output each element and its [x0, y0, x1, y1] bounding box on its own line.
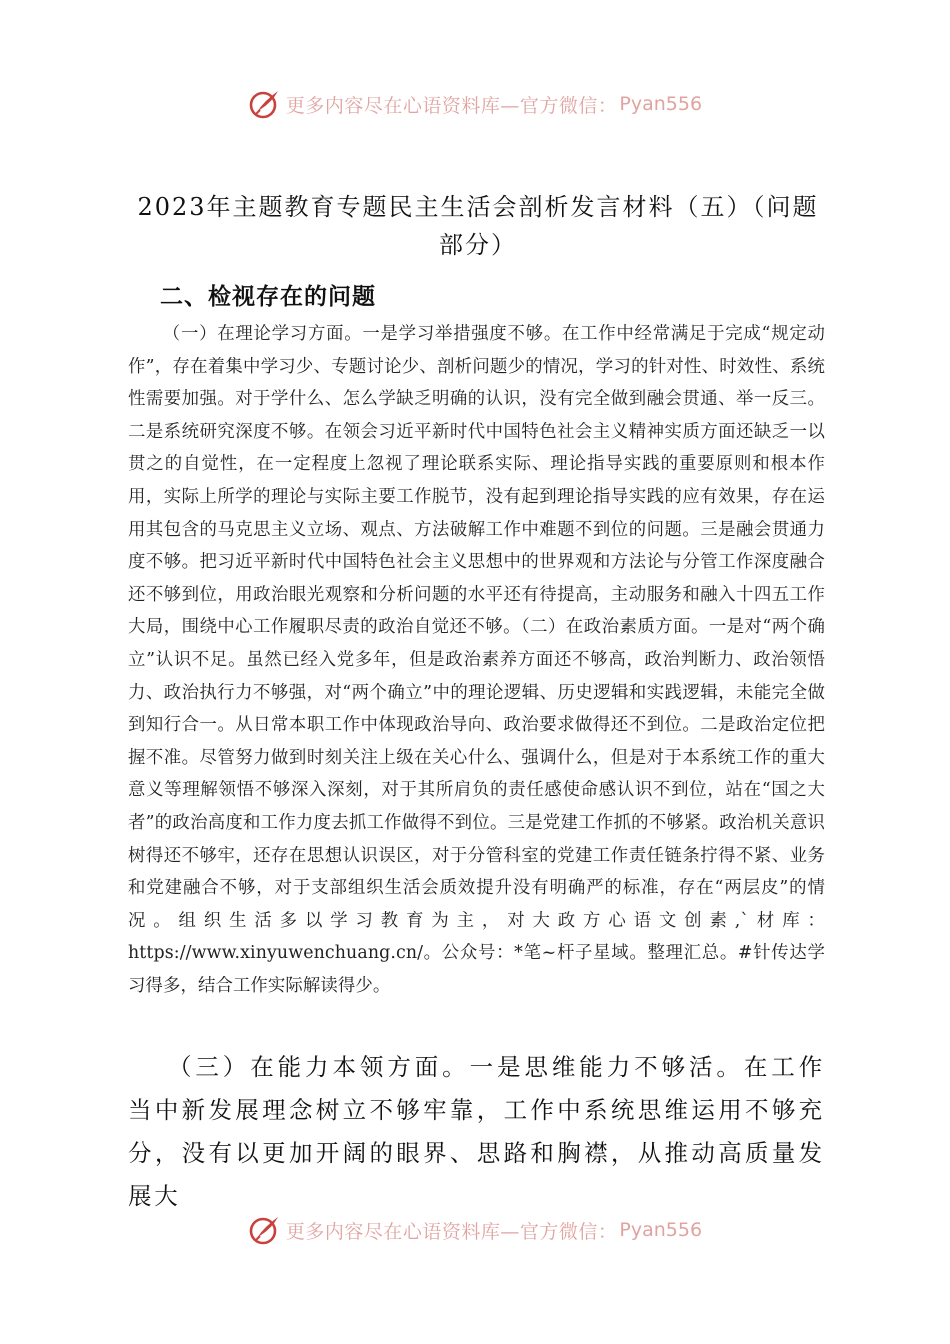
quill-logo-icon [248, 1213, 282, 1247]
watermark-footer [0, 1210, 950, 1250]
section-heading: 二、检视存在的问题 [160, 283, 376, 310]
body-paragraph-1: （一）在理论学习方面。一是学习举措强度不够。在工作中经常满足于完成“规定动作”，存在着集中学习少、专题讨论少、剖析问题少的情况，学习的针对性、时效性、系统性需要加强。对于学什么、怎么学缺乏明确的认识，没有完全做到融会贯通、举一反三。二是系统研究深度不够。在领会习近平新时代中国特色社会主义精神实质方面还缺乏一以贯之的自觉性，在一定程度上忽视了理论联系实际、理论指导实践的重要原则和根本作用，实际上所学的理论与实际主要工作脱节，没有起到理论指导实践的应有效果，存在运用其包含的马克思主义立场、观点、方法破解工作中难题不到位的问题。三是融会贯通力度不够。把习近平新时代中国特色社会主义思想中的世界观和方法论与分管工作深度融合还不够到位，用政治眼光观察和分析问题的水平还有待提高，主动服务和融入十四五工作大局，围绕中心工作履职尽责的政治自觉还不够。（二）在政治素质方面。一是对“两个确立”认识不足。虽然已经入党多年，但是政治素养方面还不够高，政治判断力、政治领悟力、政治执行力不够强，对“两个确立”中的理论逻辑、历史逻辑和实践逻辑，未能完全做到知行合一。从日常本职工作中体现政治导向、政治要求做得还不到位。二是政治定位把握不准。尽管努力做到时刻关注上级在关心什么、强调什么，但是对于本系统工作的重大意义等理解领悟不够深入深刻，对于其所肩负的责任感使命感认识不到位，站在“国之大者”的政治高度和工作力度去抓工作做得不到位。三是党建工作抓的不够紧。政治机关意识树得还不够牢，还存在思想认识误区，对于分管科室的党建工作责任链条拧得不紧、业务和党建融合不够，对于支部组织生活会质效提升没有明确严的标准，存在“两层皮”的情况。组织生活多以学习教育为主，对大政方心语文创素,`材库：https://www.xinyuwenchuang.cn/。公众号：*笔~杆子星域。整理汇总。#针传达学习得多，结合工作实际解读得少。 [128, 324, 825, 996]
watermark-account: Pyan556 [619, 93, 703, 115]
document-title: 2023年主题教育专题民主生活会剖析发言材料（五）（问题部分） [137, 193, 819, 259]
watermark-account: Pyan556 [619, 1219, 703, 1241]
watermark-text: 更多内容尽在心语资料库—官方微信： [285, 1220, 618, 1243]
body-paragraph-2: （三）在能力本领方面。一是思维能力不够活。在工作当中新发展理念树立不够牢靠，工作中系统思维运用不够充分，没有以更加开阔的眼界、思路和胸襟，从推动高质量发展大 [128, 1053, 825, 1210]
watermark-text: 更多内容尽在心语资料库—官方微信： [285, 94, 618, 117]
quill-logo-icon [248, 87, 282, 121]
watermark-header [0, 84, 950, 124]
